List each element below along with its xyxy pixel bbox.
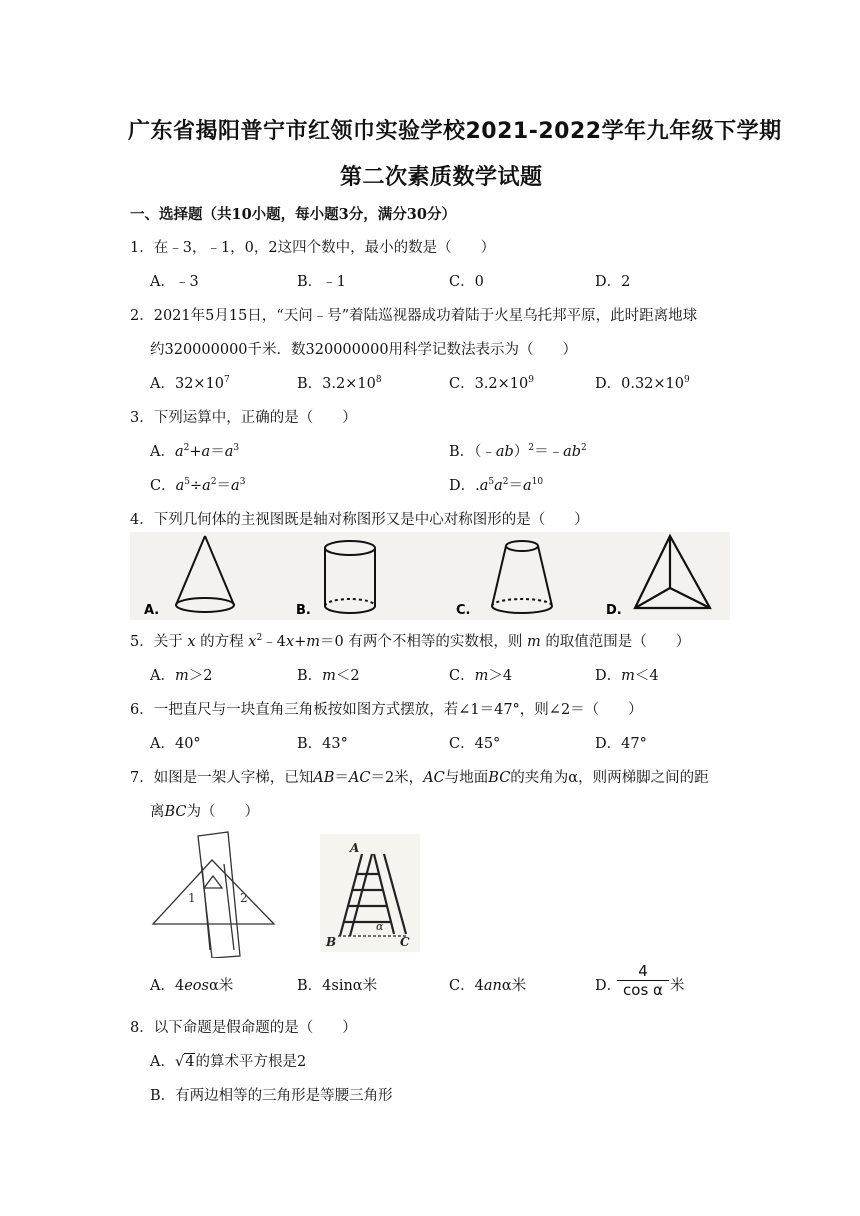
q2-option-c: C．$3.2\times 10^9$ (449, 375, 534, 392)
solids-svg (130, 532, 730, 620)
q7-fraction (617, 962, 669, 999)
section-heading: 一、选择题（共10小题，每小题3分，满分30分） (130, 206, 456, 223)
question-4-stem: 4．下列几何体的主视图既是轴对称图形又是中心对称图形的是（ ） (130, 512, 589, 528)
q5-option-a: A．m＞2 (150, 668, 213, 684)
title-line-2: 第二次素质数学试题 (340, 165, 543, 190)
q3-option-d: D．$.a^5a^2=a^{10}$ (449, 477, 544, 494)
q2-option-d: D．$0.32\times 10^9$ (595, 375, 690, 392)
q7-option-d: D． (595, 978, 622, 994)
pyramid-icon (635, 536, 710, 608)
q4-label-b: B. (296, 603, 311, 618)
question-7-stem-1: 7．如图是一架人字梯，已知AB＝AC＝2米，AC与地面BC的夹角为α，则两梯脚之间的距 (130, 770, 709, 786)
cone-icon (176, 536, 234, 612)
title-line-1: 广东省揭阳普宁市红领巾实验学校2021-2022学年九年级下学期 (128, 119, 782, 144)
q7-option-c: C．4anα米 (449, 978, 527, 994)
ladder-figure (320, 834, 420, 952)
q4-label-d: D. (606, 603, 622, 618)
q5-option-b: B．m＜2 (297, 668, 360, 684)
q3-option-a: A．$a^2+a=a^3$ (150, 443, 240, 460)
question-2-stem-2: 约320000000千米．数320000000用科学记数法表示为（ ） (150, 342, 578, 358)
q1-option-a: A．﹣3 (150, 274, 199, 290)
q8-option-a: A．√4的算术平方根是2 (150, 1054, 307, 1070)
q5-option-d: D．m＜4 (595, 668, 659, 684)
ladder-label-a: A (350, 841, 360, 855)
q4-label-c: C. (456, 603, 471, 618)
q6-option-c: C．45° (449, 736, 501, 752)
q7-option-b: B．4sinα米 (297, 978, 378, 994)
ladder-label-c: C (400, 935, 410, 949)
ladder-svg (320, 834, 420, 952)
q6-option-b: B．43° (297, 736, 348, 752)
q2-option-b: B．$3.2\times 10^8$ (297, 375, 382, 392)
triangle-outline (153, 860, 274, 924)
q6-option-a: A．40° (150, 736, 201, 752)
q3-option-b: B．$(﹣ab)^2=﹣ab^2$ (449, 443, 587, 460)
q1-option-c: C．0 (449, 274, 484, 290)
ladder-label-b: B (326, 935, 337, 949)
ladder-label-alpha: α (376, 920, 384, 933)
q3-option-c: C．$a^5\div a^2=a^3$ (150, 477, 246, 494)
question-6-stem: 6．一把直尺与一块直角三角板按如图方式摆放，若∠1＝47°，则∠2＝（ ） (130, 702, 643, 718)
frustum-icon (492, 541, 552, 613)
inner-triangle (204, 876, 222, 888)
q5-option-c: C．m＞4 (449, 668, 513, 684)
question-2-stem-1: 2．2021年5月15日，“天问﹣号”着陆巡视器成功着陆于火星乌托邦平原，此时距离地球 (130, 308, 698, 324)
q1-option-d: D．2 (595, 274, 631, 290)
question-5-stem: 5．关于 x 的方程 $x^2﹣4x+m=0$ 有两个不相等的实数根，则 m 的取值范围是（ ） (130, 633, 691, 650)
question-8-stem: 8．以下命题是假命题的是（ ） (130, 1020, 357, 1036)
question-7-stem-2: 离BC为（ ） (150, 804, 260, 820)
ruler-triangle-svg (148, 830, 278, 958)
question-1-stem: 1．在﹣3，﹣1，0，2这四个数中，最小的数是（ ） (130, 240, 496, 256)
q8-option-b: B．有两边相等的三角形是等腰三角形 (150, 1088, 393, 1104)
angle-1-label: 1 (188, 891, 196, 905)
ruler-triangle-figure (148, 830, 278, 958)
fraction-numerator: 4 (617, 962, 669, 981)
q7-option-a: A．4eosα米 (150, 978, 234, 994)
angle-2-label: 2 (240, 891, 248, 905)
question-3-stem: 3．下列运算中，正确的是（ ） (130, 410, 357, 426)
q2-option-a: A．$32\times 10^7$ (150, 375, 230, 392)
q7-option-d-unit: 米 (670, 978, 685, 994)
q4-label-a: A. (144, 603, 160, 618)
cylinder-icon (325, 541, 375, 613)
q1-option-b: B．﹣1 (297, 274, 346, 290)
sqrt-symbol: √4 (174, 1054, 195, 1070)
q6-option-d: D．47° (595, 736, 647, 752)
fraction-denominator: cos α (623, 981, 663, 999)
q4-solids-figure (130, 532, 730, 620)
